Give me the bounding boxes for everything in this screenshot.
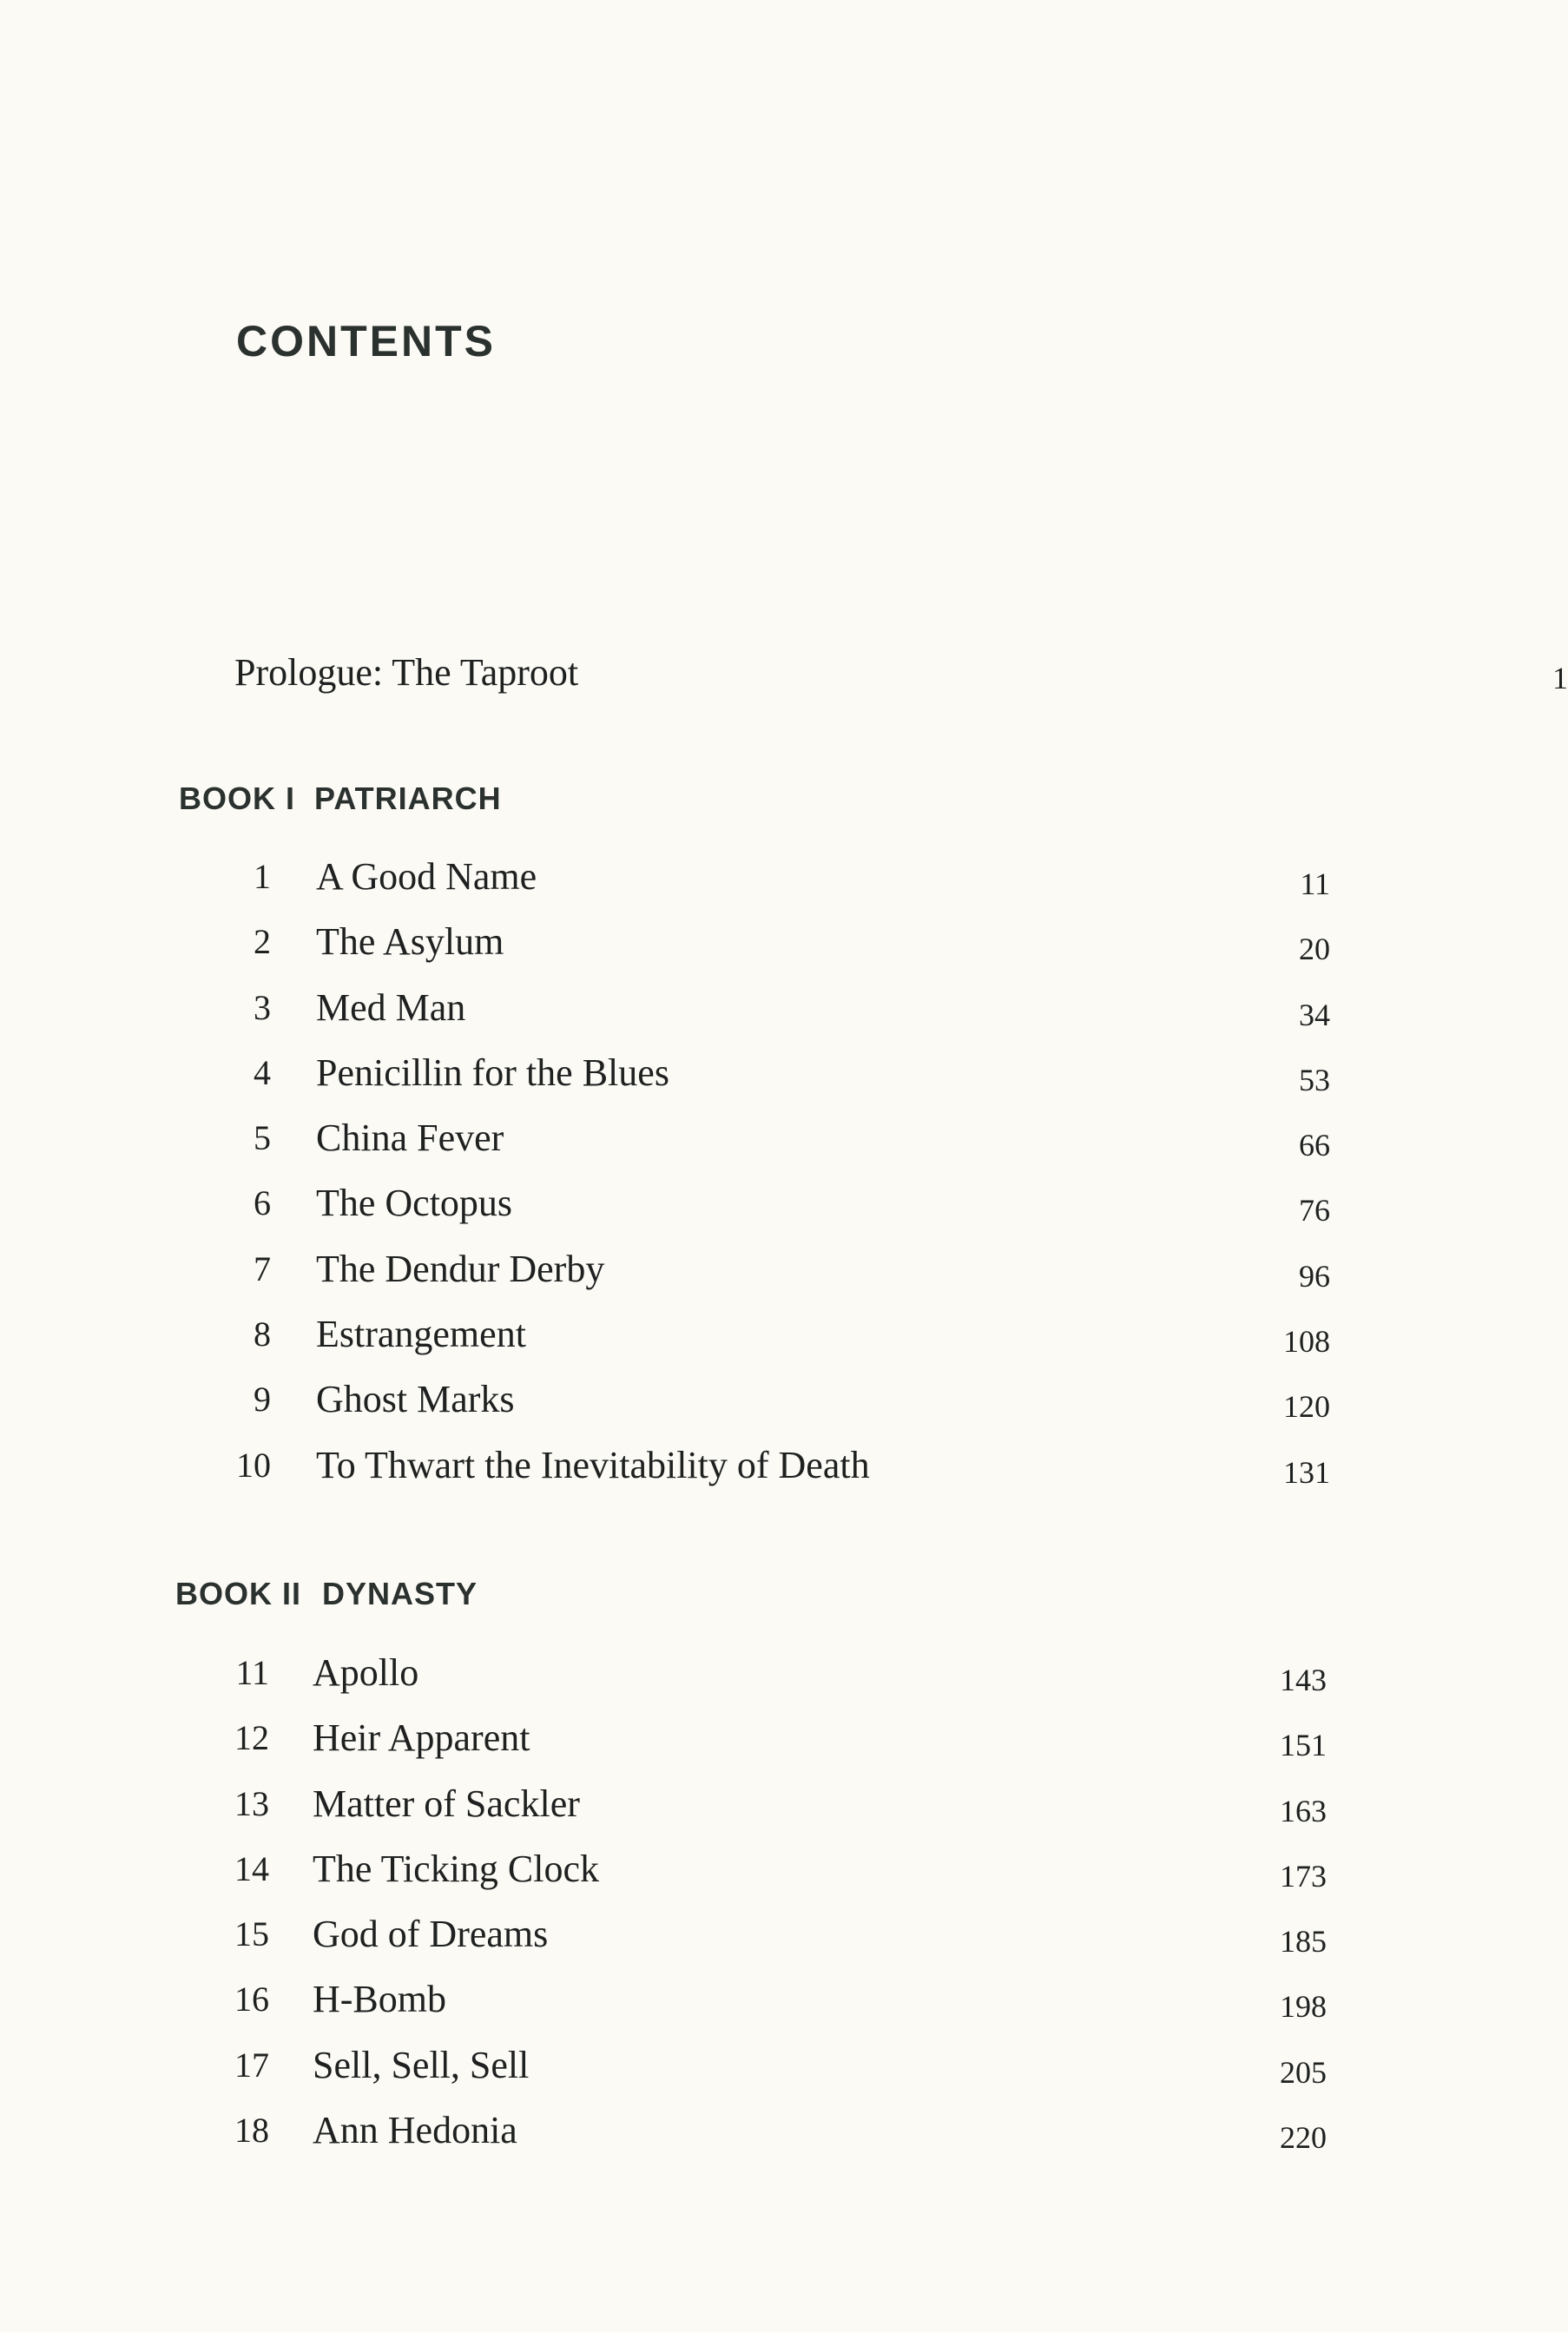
book-label: BOOK I: [179, 781, 296, 816]
toc-entry-chapter-13[interactable]: [0, 1778, 1504, 1843]
chapter-page-number: 151: [1280, 1728, 1327, 1763]
chapter-page-number: 173: [1280, 1858, 1327, 1894]
chapter-number: 6: [254, 1183, 271, 1223]
chapter-title: A Good Name: [316, 855, 537, 898]
chapter-title: God of Dreams: [313, 1913, 549, 1956]
chapter-number: 17: [234, 2045, 269, 2085]
chapter-number: 8: [254, 1314, 271, 1354]
chapter-number: 13: [234, 1783, 269, 1823]
chapter-title: The Octopus: [316, 1182, 513, 1225]
chapter-page-number: 205: [1280, 2054, 1327, 2090]
toc-entry-chapter-15[interactable]: [0, 1908, 1504, 1973]
chapter-page-number: 20: [1299, 932, 1330, 967]
book-heading-1: [179, 783, 502, 814]
book2-chapter-list: [0, 1647, 1504, 2170]
toc-entry-chapter-14[interactable]: [0, 1843, 1504, 1908]
book-heading-2: [175, 1578, 478, 1610]
chapter-number: 15: [234, 1914, 269, 1954]
book-name: DYNASTY: [322, 1576, 478, 1611]
toc-entry-chapter-10[interactable]: [0, 1439, 1504, 1505]
chapter-number: 1: [254, 857, 271, 896]
chapter-title: Med Man: [316, 985, 466, 1029]
toc-entry-chapter-1[interactable]: [0, 851, 1504, 916]
chapter-number: 12: [234, 1718, 269, 1758]
chapter-title: The Ticking Clock: [313, 1847, 600, 1890]
chapter-title: H-Bomb: [313, 1978, 446, 2021]
chapter-title: Sell, Sell, Sell: [313, 2043, 530, 2086]
toc-entry-chapter-7[interactable]: [0, 1243, 1504, 1308]
chapter-title: Ann Hedonia: [313, 2109, 517, 2152]
toc-entry-chapter-18[interactable]: [0, 2105, 1504, 2170]
toc-entry-chapter-16[interactable]: [0, 1973, 1504, 2039]
prologue-page-number: 1: [1552, 661, 1568, 695]
toc-entry-chapter-17[interactable]: [0, 2039, 1504, 2105]
chapter-page-number: 163: [1280, 1793, 1327, 1828]
chapter-number: 11: [235, 1653, 269, 1692]
toc-entry-chapter-12[interactable]: [0, 1712, 1504, 1777]
chapter-title: The Asylum: [316, 920, 504, 964]
chapter-page-number: 96: [1299, 1258, 1330, 1294]
book-label: BOOK II: [175, 1576, 302, 1611]
book1-chapter-list: [0, 851, 1504, 1505]
chapter-number: 16: [234, 1980, 269, 2019]
toc-entry-chapter-8[interactable]: [0, 1308, 1504, 1374]
chapter-number: 3: [254, 987, 271, 1027]
toc-entry-chapter-2[interactable]: [0, 916, 1504, 981]
toc-entry-chapter-6[interactable]: [0, 1177, 1504, 1242]
toc-entry-chapter-5[interactable]: [0, 1112, 1504, 1177]
chapter-title: Ghost Marks: [316, 1378, 515, 1421]
chapter-number: 18: [234, 2111, 269, 2151]
book-name: PATRIARCH: [314, 781, 502, 816]
chapter-page-number: 34: [1299, 997, 1330, 1032]
chapter-number: 9: [254, 1380, 271, 1420]
chapter-page-number: 143: [1280, 1663, 1327, 1697]
chapter-title: Apollo: [313, 1651, 419, 1694]
chapter-number: 5: [254, 1118, 271, 1158]
chapter-title: Penicillin for the Blues: [316, 1051, 669, 1094]
chapter-page-number: 120: [1283, 1389, 1330, 1425]
chapter-page-number: 66: [1299, 1128, 1330, 1163]
chapter-number: 7: [254, 1248, 271, 1288]
chapter-page-number: 198: [1280, 1989, 1327, 2025]
chapter-number: 2: [254, 922, 271, 962]
chapter-number: 10: [236, 1445, 271, 1485]
chapter-title: Heir Apparent: [313, 1716, 530, 1760]
toc-entry-chapter-9[interactable]: [0, 1374, 1504, 1439]
chapter-title: The Dendur Derby: [316, 1247, 605, 1290]
toc-entry-prologue[interactable]: [234, 647, 1568, 699]
chapter-title: Estrangement: [316, 1313, 526, 1356]
chapter-page-number: 76: [1299, 1193, 1330, 1229]
chapter-page-number: 53: [1299, 1062, 1330, 1097]
chapter-number: 14: [234, 1848, 269, 1888]
page-title: CONTENTS: [236, 317, 496, 366]
chapter-title: Matter of Sackler: [313, 1782, 580, 1825]
chapter-title: To Thwart the Inevitability of Death: [316, 1443, 870, 1486]
chapter-page-number: 220: [1280, 2120, 1327, 2156]
toc-entry-chapter-4[interactable]: [0, 1047, 1504, 1112]
chapter-number: 4: [254, 1052, 271, 1092]
chapter-page-number: 131: [1283, 1454, 1330, 1490]
chapter-page-number: 185: [1280, 1924, 1327, 1960]
chapter-page-number: 11: [1300, 866, 1330, 901]
chapter-title: China Fever: [316, 1117, 504, 1160]
toc-entry-chapter-11[interactable]: [0, 1647, 1504, 1712]
chapter-page-number: 108: [1283, 1324, 1330, 1360]
toc-entry-chapter-3[interactable]: [0, 982, 1504, 1047]
prologue-title: Prologue: The Taproot: [234, 651, 579, 694]
